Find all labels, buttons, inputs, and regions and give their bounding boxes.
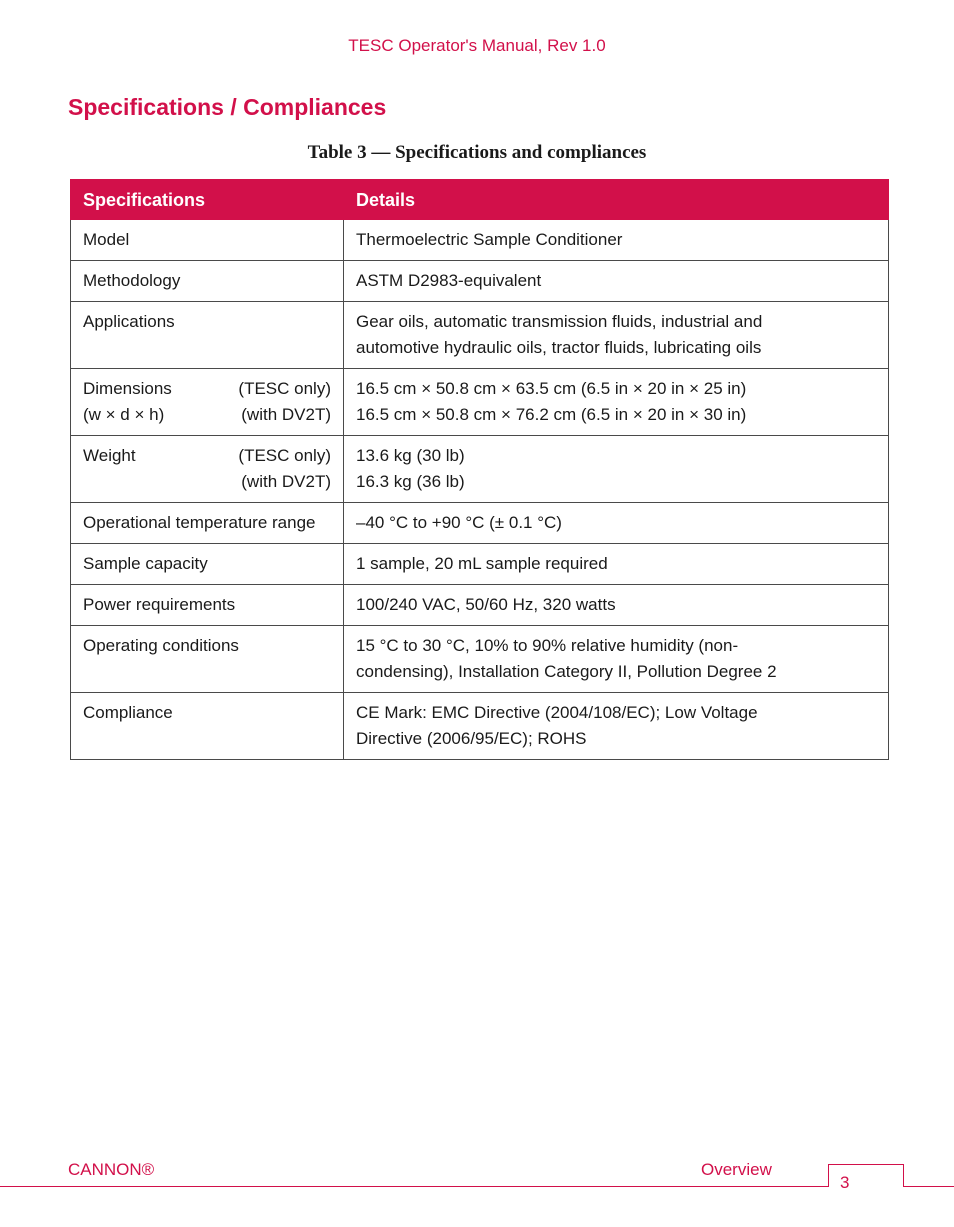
table-row <box>71 220 889 261</box>
spec-details <box>344 220 889 261</box>
detail-line: Gear oils, automatic transmission fluids, industrial and <box>356 312 763 331</box>
detail-line: 15 °C to 30 °C, 10% to 90% relative humidity (non- <box>356 636 739 655</box>
footer-divider <box>0 1186 954 1187</box>
detail-line: –40 °C to +90 °C (± 0.1 °C) <box>356 513 562 532</box>
spec-name: Methodology <box>71 261 344 302</box>
spec-name: Operating conditions <box>71 626 344 693</box>
table-row <box>71 626 889 693</box>
spec-name: Power requirements <box>71 585 344 626</box>
spec-name: Sample capacity <box>71 544 344 585</box>
detail-line: 100/240 VAC, 50/60 Hz, 320 watts <box>356 595 616 614</box>
spec-line <box>83 469 331 495</box>
spec-qualifier: (with DV2T) <box>241 472 331 491</box>
table-row <box>71 544 889 585</box>
table-header-row <box>71 180 889 220</box>
section-heading: Specifications / Compliances <box>68 94 387 120</box>
spec-qualifier: (TESC only) <box>238 446 331 465</box>
spec-details <box>344 626 889 693</box>
spec-line <box>83 402 331 428</box>
detail-line: CE Mark: EMC Directive (2004/108/EC); Low Voltage <box>356 703 758 722</box>
spec-details <box>344 585 889 626</box>
column-header-specifications: Specifications <box>71 180 344 220</box>
detail-line: 1 sample, 20 mL sample required <box>356 554 608 573</box>
spec-name <box>71 369 344 436</box>
spec-details <box>344 369 889 436</box>
spec-line <box>83 376 331 402</box>
spec-name: Applications <box>71 302 344 369</box>
spec-qualifier: (TESC only) <box>238 379 331 398</box>
detail-line: 13.6 kg (30 lb) <box>356 446 465 465</box>
specifications-table <box>70 179 889 760</box>
detail-line: 16.3 kg (36 lb) <box>356 472 465 491</box>
page-number: 3 <box>840 1173 850 1192</box>
detail-line: 16.5 cm × 50.8 cm × 63.5 cm (6.5 in × 20 in × 25 in) <box>356 379 747 398</box>
detail-line: condensing), Installation Category II, Pollution Degree 2 <box>356 662 777 681</box>
table-row <box>71 693 889 760</box>
spec-details <box>344 544 889 585</box>
column-header-details: Details <box>344 180 889 220</box>
spec-line <box>83 443 331 469</box>
spec-label: Weight <box>83 446 136 465</box>
spec-label: (w × d × h) <box>83 405 165 424</box>
table-row <box>71 585 889 626</box>
spec-name: Operational temperature range <box>71 503 344 544</box>
detail-line: automotive hydraulic oils, tractor fluids, lubricating oils <box>356 338 762 357</box>
spec-details <box>344 302 889 369</box>
detail-line: ASTM D2983-equivalent <box>356 271 542 290</box>
detail-line: Directive (2006/95/EC); ROHS <box>356 729 587 748</box>
spec-name: Model <box>71 220 344 261</box>
detail-line: Thermoelectric Sample Conditioner <box>356 230 623 249</box>
table-row <box>71 503 889 544</box>
spec-details <box>344 436 889 503</box>
spec-name <box>71 436 344 503</box>
spec-details <box>344 261 889 302</box>
table-caption: Table 3 — Specifications and compliances <box>307 142 647 163</box>
table-row <box>71 369 889 436</box>
spec-details <box>344 693 889 760</box>
spec-qualifier: (with DV2T) <box>241 405 331 424</box>
footer-chapter: Overview <box>701 1160 772 1179</box>
spec-details <box>344 503 889 544</box>
table-row <box>71 302 889 369</box>
spec-label: Dimensions <box>83 379 172 398</box>
footer-brand: CANNON® <box>68 1160 155 1179</box>
table-row <box>71 261 889 302</box>
spec-name: Compliance <box>71 693 344 760</box>
running-header: TESC Operator's Manual, Rev 1.0 <box>348 36 606 55</box>
table-row <box>71 436 889 503</box>
detail-line: 16.5 cm × 50.8 cm × 76.2 cm (6.5 in × 20 in × 30 in) <box>356 405 747 424</box>
